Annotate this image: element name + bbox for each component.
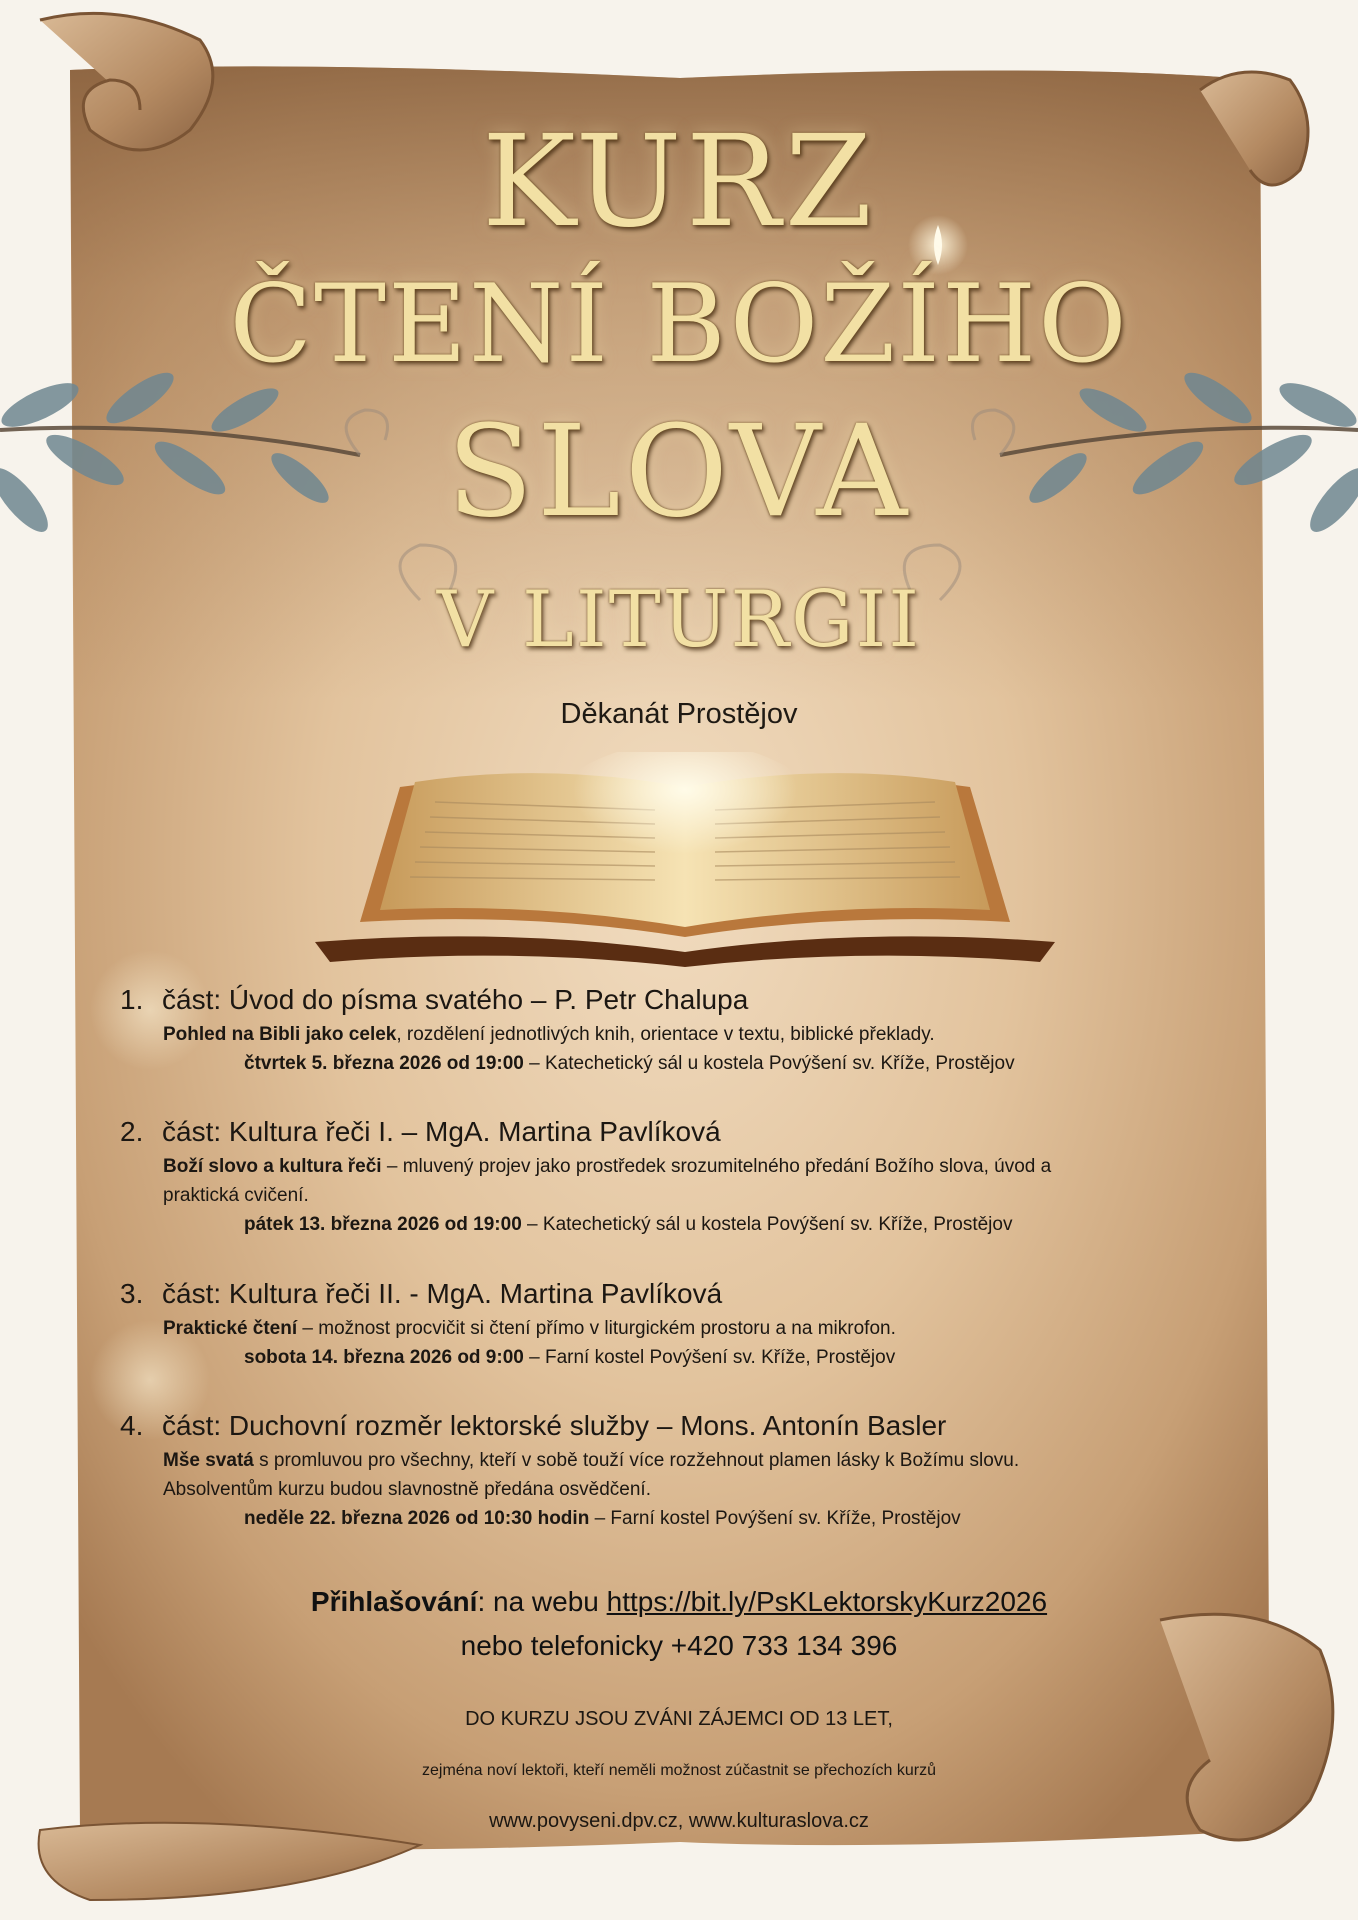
session-description-text: , rozdělení jednotlivých knih, orientace v textu, biblické překlady. <box>396 1024 935 1045</box>
session-heading <box>120 1112 1120 1152</box>
session-number: 2. <box>120 1116 144 1147</box>
session-description <box>163 1020 1120 1049</box>
session-number: 1. <box>120 984 144 1015</box>
session-title: část: Kultura řeči I. – MgA. Martina Pavlíková <box>162 1116 721 1147</box>
title-line-4: V LITURGII <box>436 575 922 665</box>
session-date: neděle 22. března 2026 od 10:30 hodin <box>244 1508 590 1529</box>
session-place: – Katechetický sál u kostela Povýšení sv. Kříže, Prostějov <box>521 1214 1013 1235</box>
session-item <box>120 1406 1120 1533</box>
session-date-place <box>244 1343 1120 1372</box>
session-place: – Farní kostel Povýšení sv. Kříže, Prostějov <box>523 1347 896 1368</box>
title-line-3: SLOVA <box>446 398 912 545</box>
session-description-text: s promluvou pro všechny, kteří v sobě touží více rozžehnout plamen lásky k Božímu slovu. Absolventům kurzu budou slavnostně předána osvědčení. <box>163 1450 1020 1500</box>
open-book-image <box>310 752 1060 967</box>
title-line-1: KURZ <box>481 108 877 255</box>
registration-text: : na webu <box>477 1586 607 1617</box>
session-heading <box>120 1406 1120 1446</box>
session-description-text: – mluvený projev jako prostředek srozumitelného předání Božího slova, úvod a praktická cvičení. <box>163 1156 1052 1206</box>
session-description-bold: Pohled na Bibli jako celek <box>163 1024 397 1045</box>
session-description <box>163 1446 1120 1504</box>
session-date: sobota 14. března 2026 od 9:00 <box>244 1347 524 1368</box>
session-heading <box>120 1274 1120 1314</box>
session-date: pátek 13. března 2026 od 19:00 <box>244 1214 522 1235</box>
session-item <box>120 1274 1120 1372</box>
session-date-place <box>244 1049 1120 1078</box>
registration-line <box>0 1580 1358 1624</box>
deanery-subtitle: Děkanát Prostějov <box>560 698 798 730</box>
title-line-2: ČTENÍ BOŽÍHO <box>229 262 1129 387</box>
session-description-bold: Praktické čtení <box>163 1318 298 1339</box>
session-item <box>120 980 1120 1078</box>
session-date-place <box>244 1504 1120 1533</box>
age-invitation: DO KURZU JSOU ZVÁNI ZÁJEMCI OD 13 LET, <box>465 1708 893 1730</box>
registration-info <box>0 1580 1358 1668</box>
session-title: část: Úvod do písma svatého – P. Petr Chalupa <box>162 984 749 1015</box>
session-place: – Farní kostel Povýšení sv. Kříže, Prostějov <box>589 1508 961 1529</box>
registration-phone: nebo telefonicky +420 733 134 396 <box>460 1630 898 1661</box>
session-description <box>163 1314 1120 1343</box>
session-place: – Katechetický sál u kostela Povýšení sv. Kříže, Prostějov <box>523 1053 1015 1074</box>
session-description-text: – možnost procvičit si čtení přímo v liturgickém prostoru a na mikrofon. <box>297 1318 896 1339</box>
session-title: část: Duchovní rozměr lektorské služby – Mons. Antonín Basler <box>162 1410 947 1441</box>
session-number: 4. <box>120 1410 144 1441</box>
websites-line: www.povyseni.dpv.cz, www.kulturaslova.cz <box>489 1810 869 1832</box>
session-date-place <box>244 1210 1120 1239</box>
session-item <box>120 1112 1120 1239</box>
registration-label: Přihlašování <box>310 1586 478 1617</box>
session-number: 3. <box>120 1278 144 1309</box>
session-description-bold: Boží slovo a kultura řeči <box>163 1156 382 1177</box>
session-description-bold: Mše svatá <box>163 1450 254 1471</box>
registration-link[interactable]: https://bit.ly/PsKLektorskyKurz2026 <box>606 1586 1048 1617</box>
session-date: čtvrtek 5. března 2026 od 19:00 <box>244 1053 524 1074</box>
session-heading <box>120 980 1120 1020</box>
session-description <box>163 1152 1120 1210</box>
new-readers-note: zejména noví lektoři, kteří neměli možnost zúčastnit se přechozích kurzů <box>422 1762 936 1779</box>
session-title: část: Kultura řeči II. - MgA. Martina Pavlíková <box>162 1278 723 1309</box>
